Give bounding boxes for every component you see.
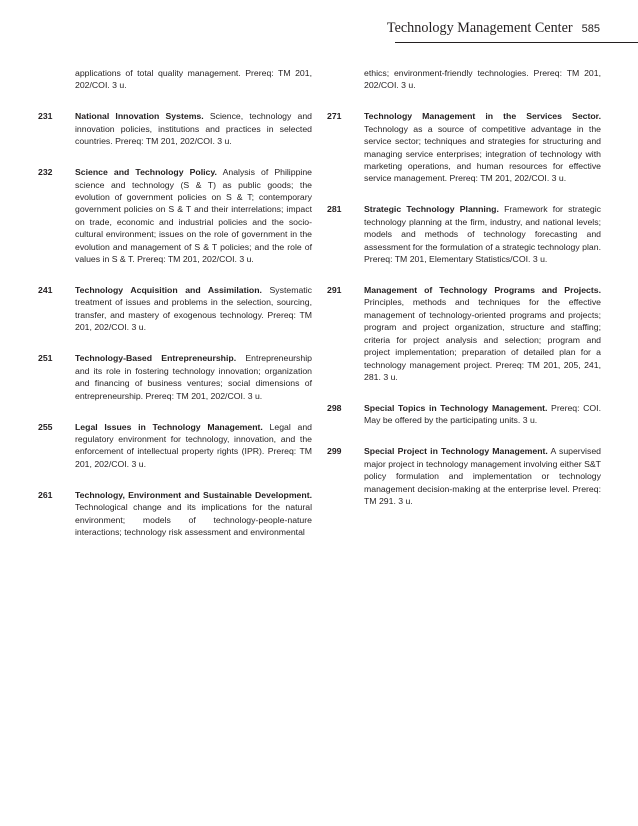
course-description: Entrepreneurship and its role in fostering technology innovation; organization and financing of business ventures; social dimensions of entrepreneurship. Prereq: TM 201, 202/COI. 3 u. (75, 353, 312, 401)
course-description: Technological change and its implications for the natural environment; models of technology-people-nature interactions; technology risk assessment and environmental (75, 502, 312, 537)
course-entry-271 (327, 110, 601, 184)
course-number: 299 (327, 446, 342, 457)
course-number: 255 (38, 421, 53, 432)
header-title: Technology Management Center (386, 20, 573, 36)
course-number: 291 (327, 285, 342, 296)
continuation-text (327, 67, 601, 92)
course-title: Strategic Technology Planning. (364, 204, 499, 215)
course-number: 281 (327, 204, 342, 215)
course-description: Prereq: COI. May be offered by the participating units. 3 u. (364, 402, 601, 426)
course-description: Framework for strategic technology planning at the firm, industry, and national levels; models and methods of technology forecasting and assessment for the formulation of a strategic technology plan. Prereq: TM 201, Elementary Statistics/COI. 3 u. (364, 204, 601, 265)
course-entry-251 (38, 352, 312, 402)
course-title: Legal Issues in Technology Management. (75, 421, 263, 432)
right-column (327, 67, 601, 526)
header-rule (395, 42, 638, 43)
course-description: Technology as a source of competitive advantage in the service sector; techniques and strategies for structuring and managing service enterprises; integration of technology with marketing operations, and human resources for effective service management. Prereq: TM 201, 202/COI. 3 u. (364, 123, 601, 184)
course-entry-241 (38, 284, 312, 334)
course-number: 251 (38, 353, 53, 364)
course-title: National Innovation Systems. (75, 111, 204, 122)
course-entry-281 (327, 203, 601, 265)
course-entry-291 (327, 284, 601, 383)
page-number: 585 (581, 23, 600, 35)
course-number: 261 (38, 489, 53, 500)
course-title: Technology-Based Entrepreneurship. (75, 353, 237, 364)
course-description: Analysis of Philippine science and technology (S & T) as public goods; the evolution of government policies on S & T; contemporary government policies on S & T and their interrelations; impact on trade, economic and industrial policies and the socio-cultural environment; issues on the role of government in the evolution and management of S & T policies; and the role of values in S & T. Prereq: TM 201, 202/COI. 3 u. (75, 167, 312, 265)
course-description: Legal and regulatory environment for technology, innovation, and the enforcement of intellectual property rights (IPR). Prereq: TM 201, 202/COI. 3 u. (75, 421, 312, 469)
course-description: Science, technology and innovation policies, institutions and practices in selected countries. Prereq: TM 201, 202/COI. 3 u. (75, 111, 312, 147)
course-number: 231 (38, 111, 53, 122)
course-title: Technology Acquisition and Assimilation. (75, 285, 262, 296)
course-title: Technology, Environment and Sustainable Development. (75, 489, 312, 500)
course-title: Special Project in Technology Management. (364, 446, 548, 457)
continuation-text (38, 67, 312, 92)
course-number: 241 (38, 285, 53, 296)
course-entry-255 (38, 421, 312, 471)
course-entry-261 (38, 489, 312, 539)
course-entry-299 (327, 445, 601, 507)
course-entry-298 (327, 402, 601, 427)
course-title: Technology Management in the Services Sector. (364, 111, 601, 122)
course-entry-232 (38, 166, 312, 265)
course-title: Science and Technology Policy. (75, 167, 217, 178)
course-title: Special Topics in Technology Management. (364, 402, 548, 413)
running-header (200, 20, 600, 37)
entry-body: applications of total quality management. Prereq: TM 201, 202/COI. 3 u. (75, 68, 312, 91)
course-description: A supervised major project in technology management involving either S&T policy formulation and implementation or technology management decision-making at the enterprise level. Prereq: TM 291. 3 u. (364, 446, 601, 506)
left-column (38, 67, 312, 557)
course-description: Systematic treatment of issues and problems in the selection, sourcing, transfer, and mastery of exogenous technology. Prereq: TM 201, 202/COI. 3 u. (75, 285, 312, 333)
course-number: 232 (38, 167, 53, 178)
course-title: Management of Technology Programs and Projects. (364, 285, 601, 296)
course-number: 271 (327, 111, 342, 122)
course-entry-231 (38, 110, 312, 147)
course-description: Principles, methods and techniques for the effective management of technology-oriented programs and projects; program and project organization, structure and staffing; criteria for project analysis and selection; program and project implementation; preparation of detailed plan for a technology management project. Prereq: TM 201, 205, 241, 281. 3 u. (364, 297, 601, 382)
course-number: 298 (327, 402, 342, 413)
entry-body: ethics; environment-friendly technologies. Prereq: TM 201, 202/COI. 3 u. (364, 68, 601, 91)
